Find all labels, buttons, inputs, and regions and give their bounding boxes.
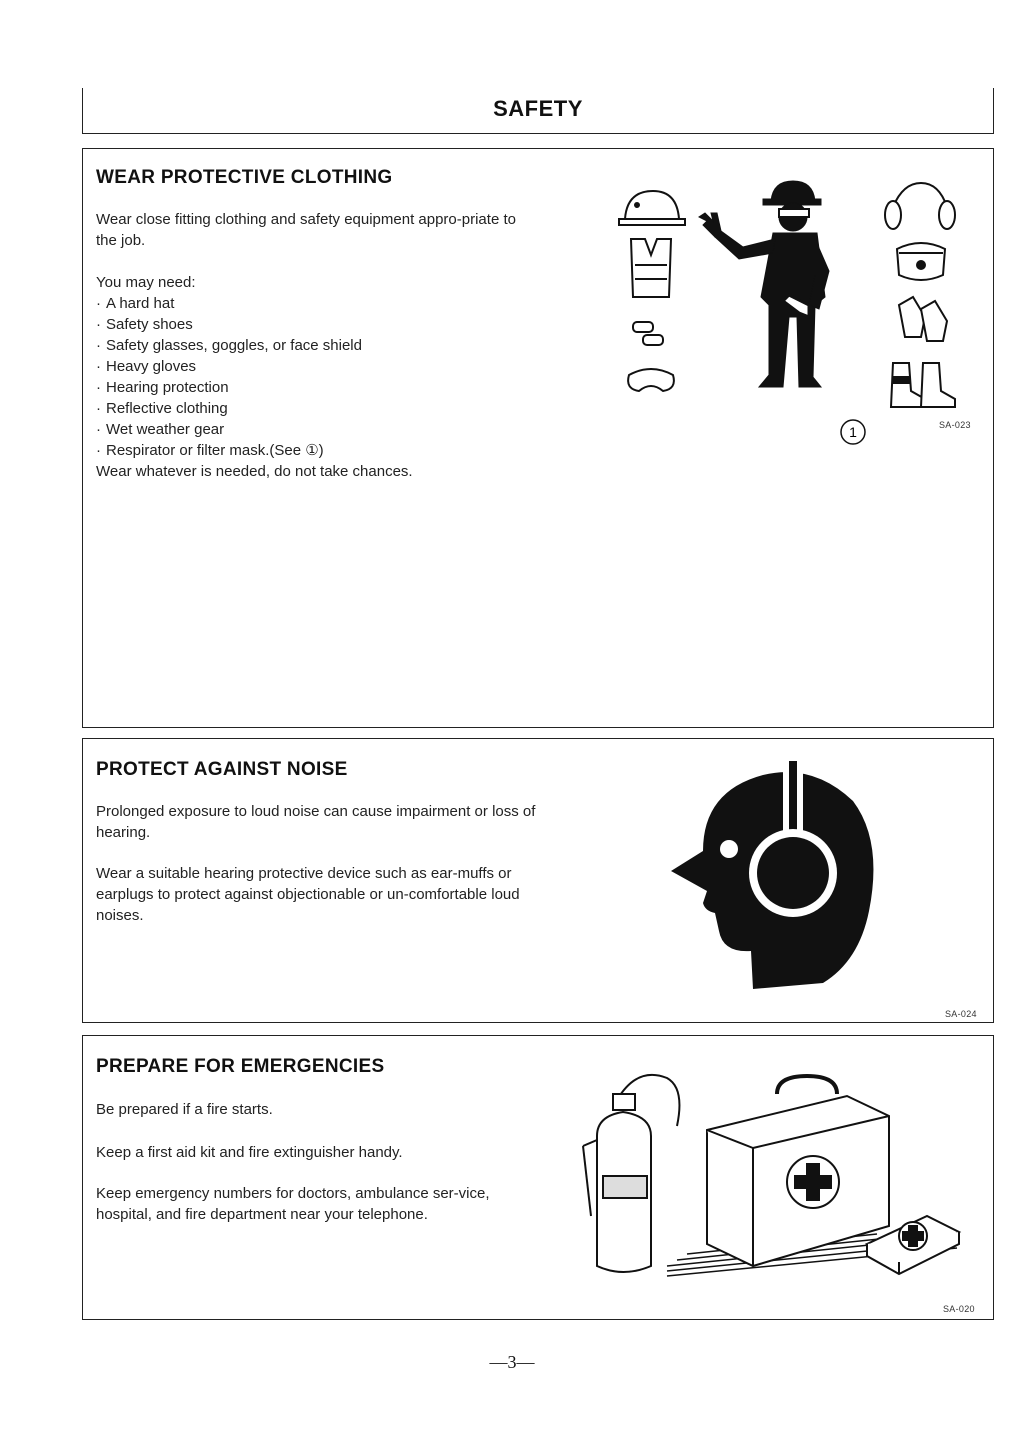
list-item: · Heavy gloves <box>96 358 197 375</box>
equipment-list <box>96 293 536 461</box>
goggles-icon <box>628 369 674 391</box>
paragraph: Be prepared if a fire starts. <box>96 1101 273 1118</box>
list-item: · Reflective clothing <box>96 400 228 417</box>
earmuffs-icon <box>885 183 955 229</box>
protective-gear-illustration <box>603 177 963 447</box>
section-prepare-for-emergencies <box>82 1035 994 1320</box>
list-item: · Hearing protection <box>96 379 229 396</box>
list-item: · Respirator or filter mask.(See ①) <box>96 442 324 459</box>
page-header <box>82 88 994 134</box>
respirator-mask-icon <box>897 243 945 280</box>
hard-hat-icon <box>619 191 685 225</box>
list-item: · Safety glasses, goggles, or face shield <box>96 337 362 354</box>
vest-icon <box>631 239 671 297</box>
paragraph: Keep emergency numbers for doctors, ambulance ser-vice, hospital, and fire department near your telephone. <box>96 1185 490 1223</box>
section-title: WEAR PROTECTIVE CLOTHING <box>96 167 393 188</box>
paragraph: Wear a suitable hearing protective device such as ear-muffs or earplugs to protect against objectionable or un-comfortable loud noises. <box>96 865 520 924</box>
paragraph: Prolonged exposure to loud noise can cause impairment or loss of hearing. <box>96 803 536 841</box>
list-item: · Wet weather gear <box>96 421 225 438</box>
paragraph: Keep a first aid kit and fire extinguisher handy. <box>96 1144 403 1161</box>
section-protective-clothing <box>82 148 994 728</box>
equipment-list-block <box>96 272 536 482</box>
emergency-equipment-illustration <box>577 1066 967 1286</box>
eye-icon <box>720 840 738 858</box>
page-number: —3— <box>489 1352 535 1372</box>
section-title: PROTECT AGAINST NOISE <box>96 759 348 780</box>
figure-code: SA-024 <box>945 1009 977 1019</box>
figure-code: SA-023 <box>939 420 971 430</box>
first-aid-case-icon <box>707 1076 889 1266</box>
worker-silhouette-icon <box>699 181 829 387</box>
figure-code: SA-020 <box>943 1304 975 1314</box>
earplugs-icon <box>633 322 663 345</box>
section-protect-against-noise <box>82 738 994 1023</box>
list-item: · A hard hat <box>96 295 175 312</box>
gloves-icon <box>899 297 947 341</box>
hearing-protection-illustration <box>663 761 883 991</box>
page-title: SAFETY <box>493 96 583 121</box>
callout-number: 1 <box>849 424 857 440</box>
closing-line: Wear whatever is needed, do not take chances. <box>96 463 413 480</box>
safety-boots-icon <box>891 363 955 407</box>
section-title: PREPARE FOR EMERGENCIES <box>96 1056 385 1077</box>
paragraph: Wear close fitting clothing and safety equipment appro-priate to the job. <box>96 211 516 249</box>
list-intro: You may need: <box>96 274 196 291</box>
list-item: · Safety shoes <box>96 316 193 333</box>
fire-extinguisher-icon <box>583 1075 679 1272</box>
